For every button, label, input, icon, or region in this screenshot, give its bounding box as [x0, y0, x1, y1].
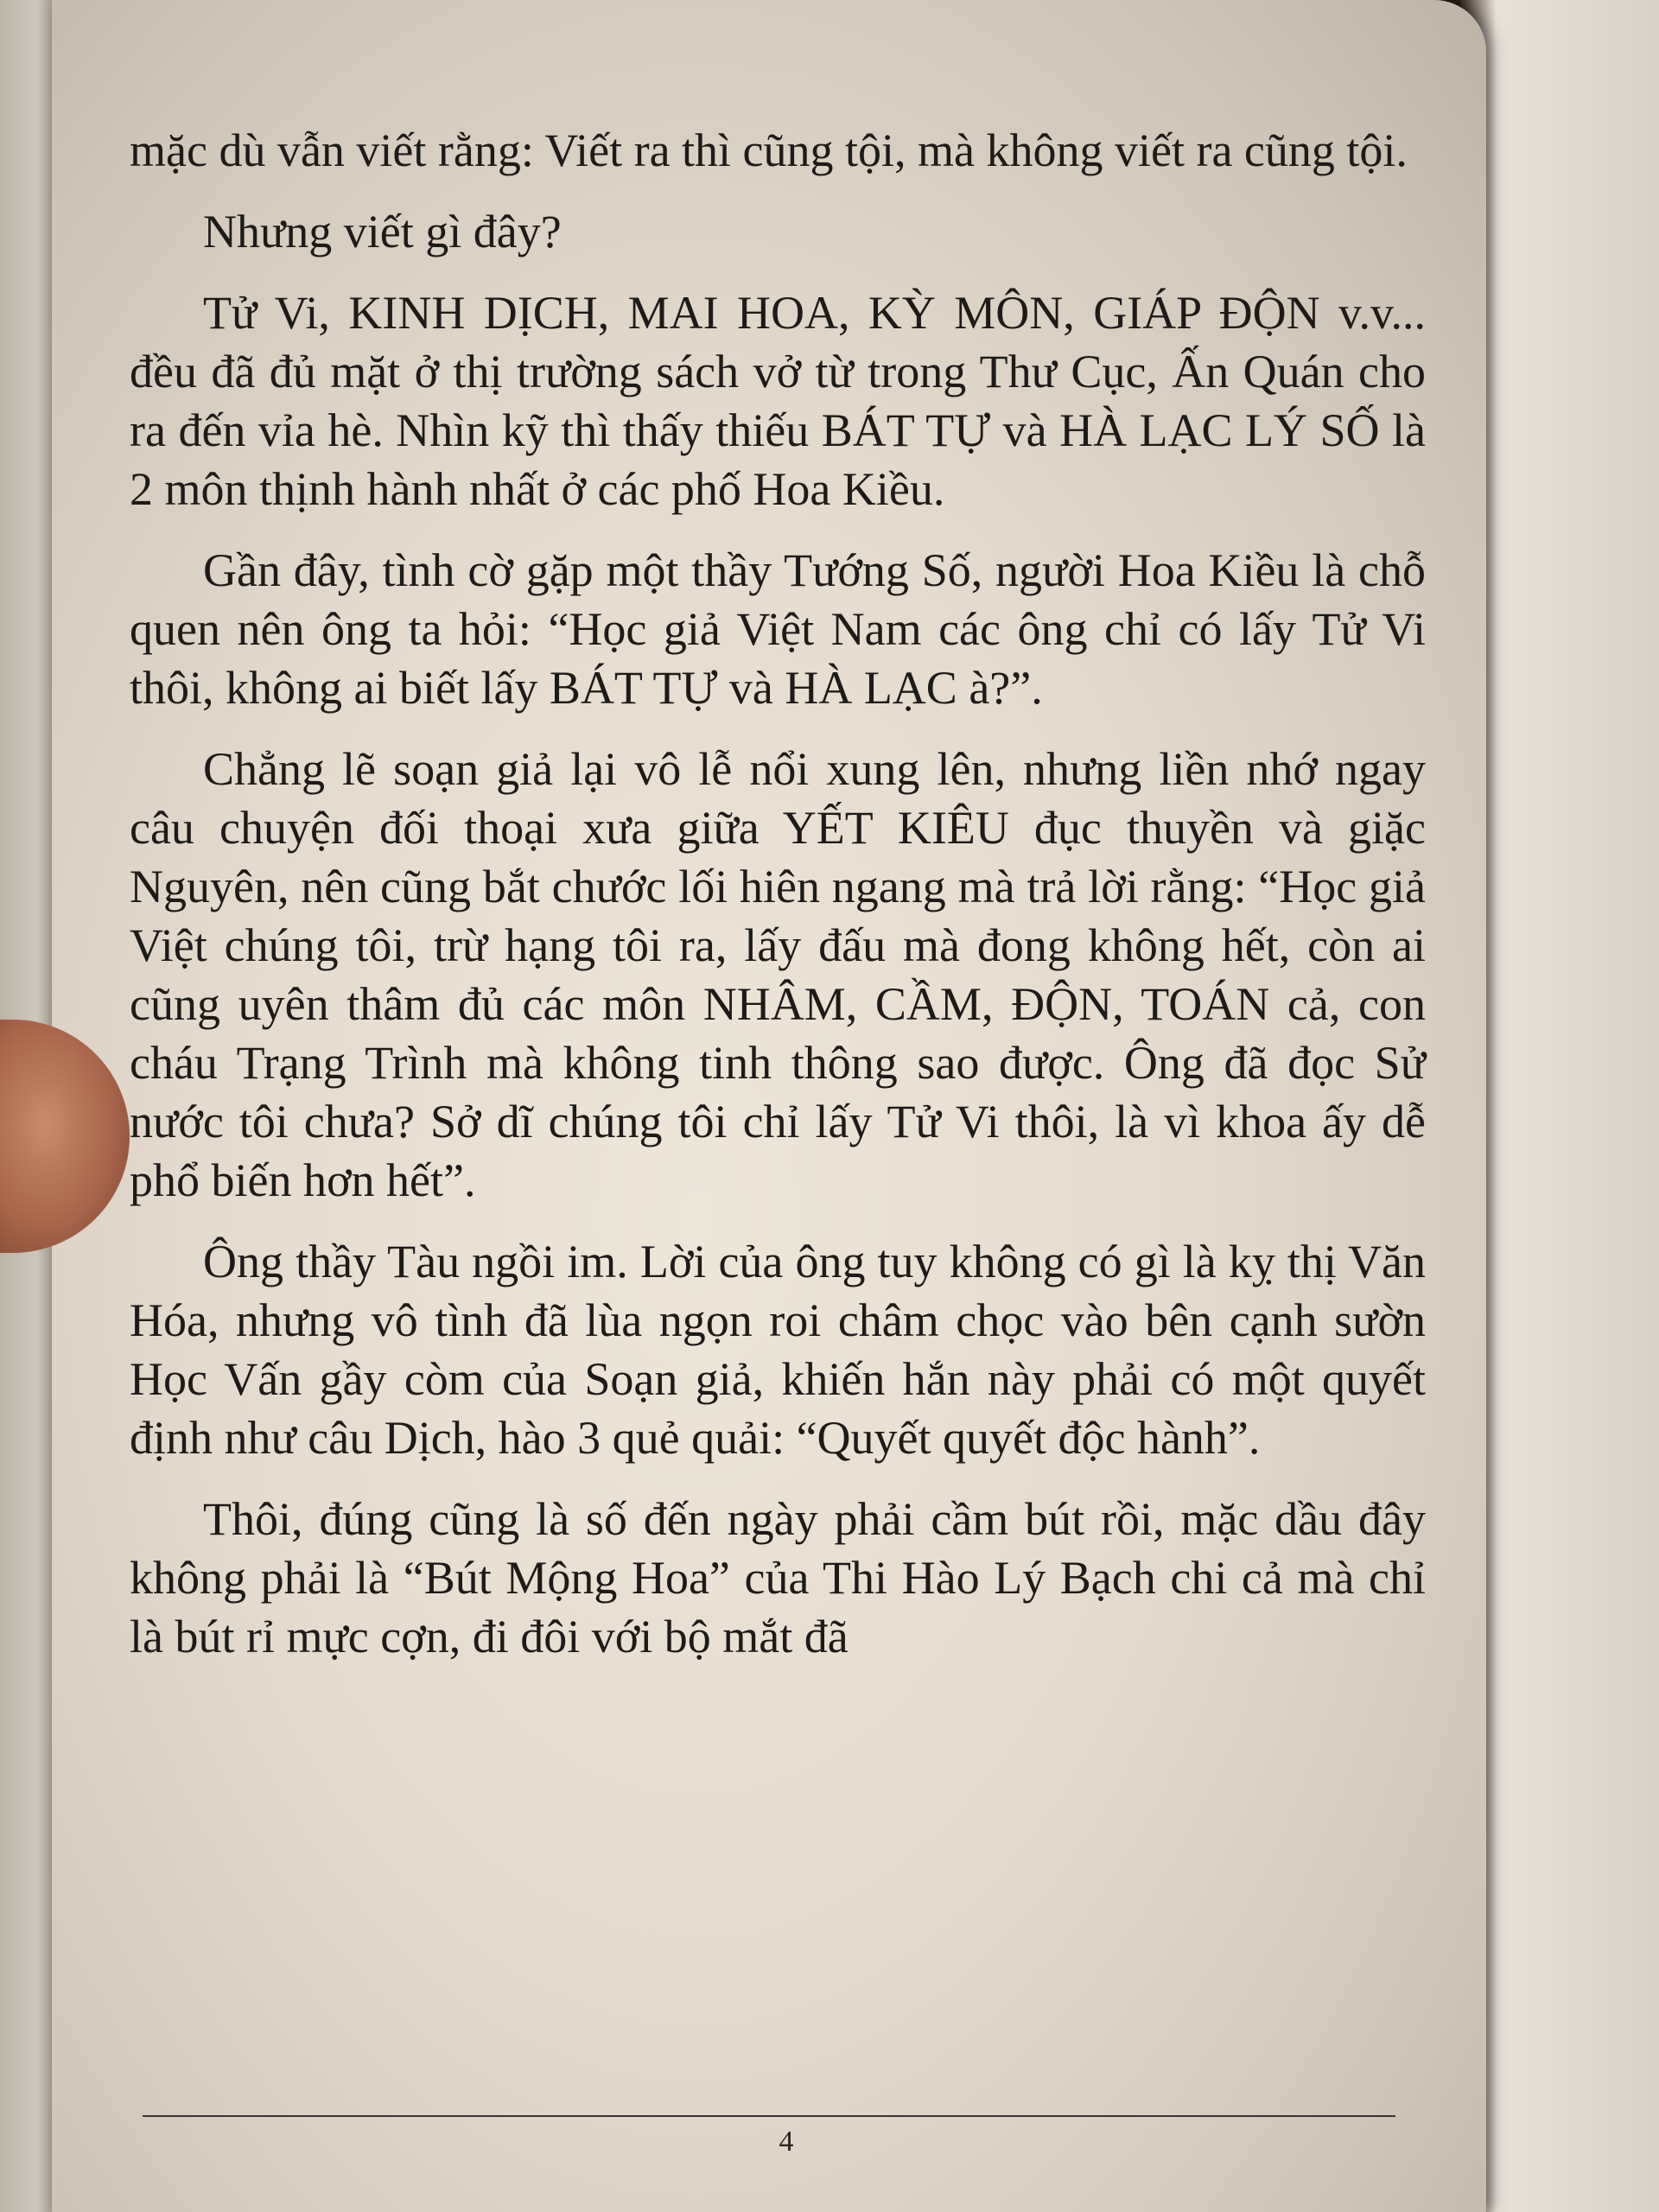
- adjacent-page-right: [1460, 0, 1659, 2212]
- paragraph: mặc dù vẫn viết rằng: Viết ra thì cũng tội, mà không viết ra cũng tội.: [130, 124, 1408, 176]
- footer-rule: [143, 2115, 1395, 2117]
- paragraph: Tử Vi, KINH DỊCH, MAI HOA, KỲ MÔN, GIÁP ĐỘN v.v... đều đã đủ mặt ở thị trường sách vở từ trong Thư Cục, Ấn Quán cho ra đến vỉa hè. Nhìn kỹ thì thấy thiếu BÁT TỰ và HÀ LẠC LÝ SỐ là 2 môn thịnh hành nhất ở các phố Hoa Kiều.: [130, 287, 1426, 515]
- page-number: 4: [779, 2126, 794, 2158]
- paragraph: Ông thầy Tàu ngồi im. Lời của ông tuy không có gì là kỵ thị Văn Hóa, nhưng vô tình đã lùa ngọn roi châm chọc vào bên cạnh sườn Học Vấn gầy còm của Soạn giả, khiến hắn này phải có một quyết định như câu Dịch, hào 3 quẻ quải: “Quyết quyết độc hành”.: [130, 1236, 1426, 1464]
- paragraph: Gần đây, tình cờ gặp một thầy Tướng Số, người Hoa Kiều là chỗ quen nên ông ta hỏi: “Học giả Việt Nam các ông chỉ có lấy Tử Vi thôi, không ai biết lấy BÁT TỰ và HÀ LẠC à?”.: [130, 544, 1426, 714]
- paragraph: Nhưng viết gì đây?: [203, 206, 562, 257]
- page-body-text: [130, 121, 1426, 1688]
- paragraph: Thôi, đúng cũng là số đến ngày phải cầm bút rồi, mặc dầu đây không phải là “Bút Mộng Hoa” của Thi Hào Lý Bạch chi cả mà chỉ là bút rỉ mực cợn, đi đôi với bộ mắt đã: [130, 1493, 1426, 1662]
- paragraph: Chẳng lẽ soạn giả lại vô lễ nổi xung lên, nhưng liền nhớ ngay câu chuyện đối thoại xưa giữa YẾT KIÊU đục thuyền và giặc Nguyên, nên cũng bắt chước lối hiên ngang mà trả lời rằng: “Học giả Việt chúng tôi, trừ hạng tôi ra, lấy đấu mà đong không hết, còn ai cũng uyên thâm đủ các môn NHÂM, CẦM, ĐỘN, TOÁN cả, con cháu Trạng Trình mà không tinh thông sao được. Ông đã đọc Sử nước tôi chưa? Sở dĩ chúng tôi chỉ lấy Tử Vi thôi, là vì khoa ấy dễ phổ biến hơn hết”.: [130, 743, 1426, 1206]
